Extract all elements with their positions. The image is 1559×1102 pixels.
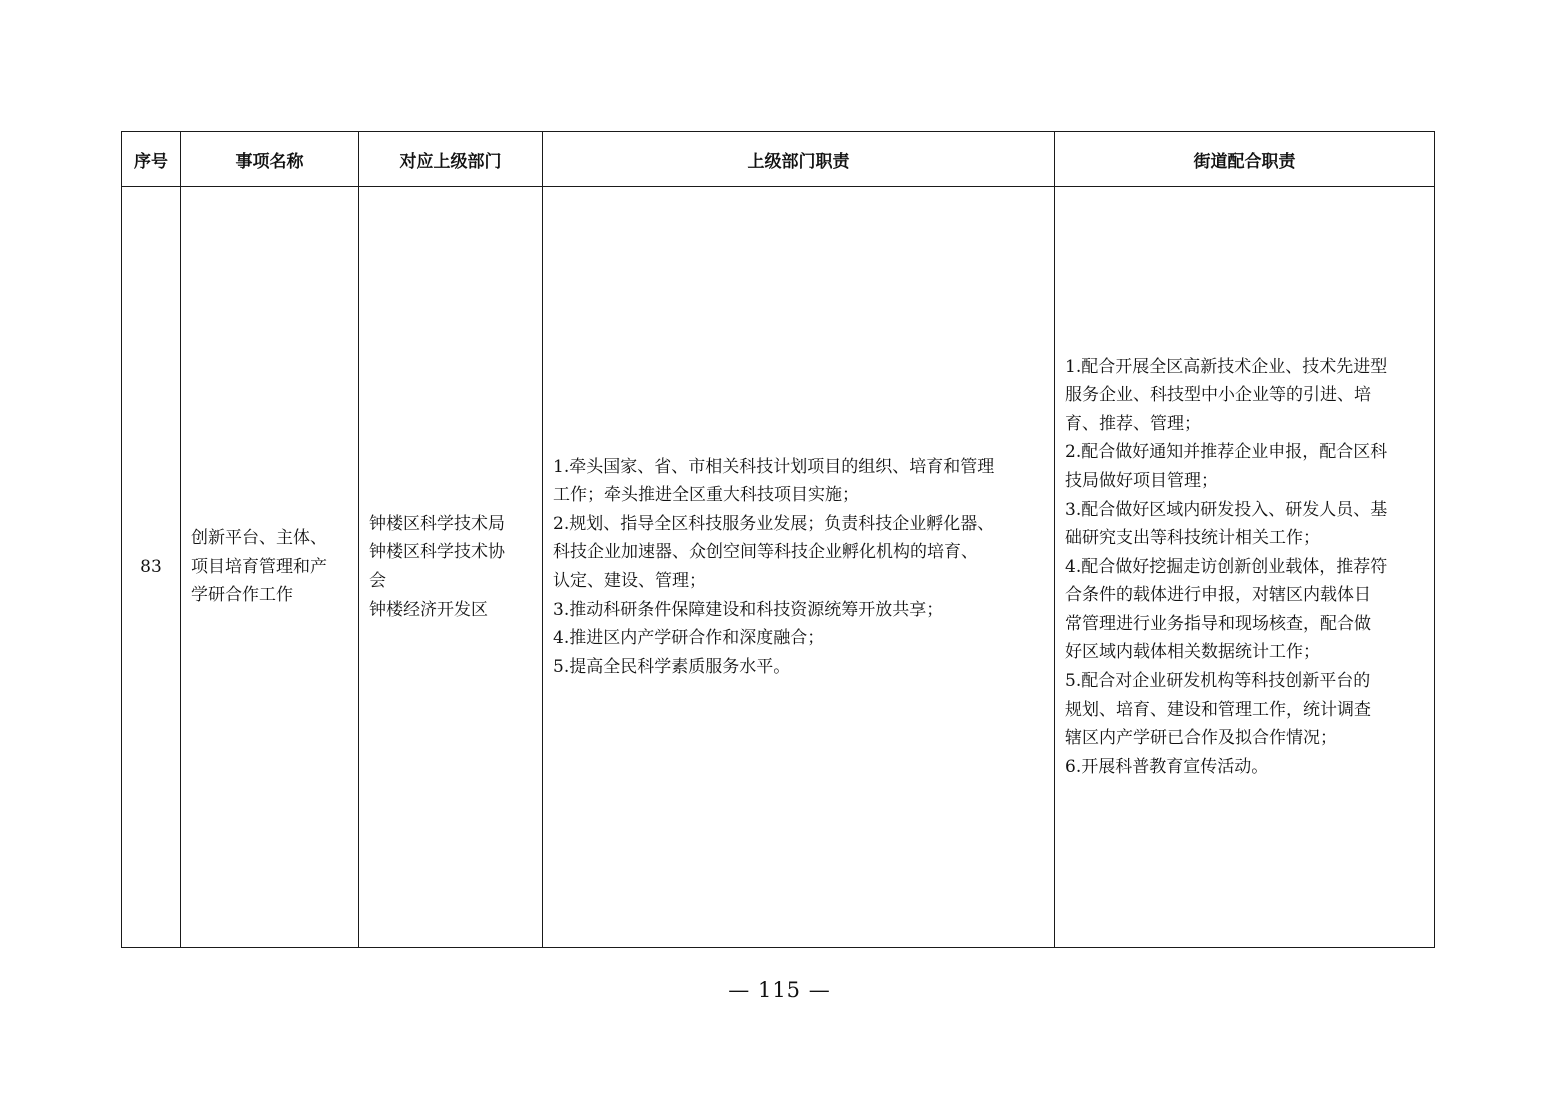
text-line: 规划、培育、建设和管理工作，统计调查 (1065, 699, 1371, 720)
duties-table (121, 131, 1435, 948)
text-line: 创新平台、主体、 (191, 528, 327, 549)
header-item-name: 事项名称 (181, 132, 359, 187)
text-line: 钟楼区科学技术协 (369, 542, 505, 563)
text-line: 6.开展科普教育宣传活动。 (1065, 756, 1269, 777)
text-line: 工作；牵头推进全区重大科技项目实施； (553, 485, 859, 506)
text-line: 认定、建设、管理； (553, 571, 706, 591)
text-line: 技局做好项目管理； (1065, 470, 1218, 491)
table-row (122, 187, 1435, 948)
text-line: 科技企业加速器、众创空间等科技企业孵化机构的培育、 (553, 542, 978, 563)
cell-seq: 83 (122, 187, 181, 948)
text-line: 合条件的载体进行申报，对辖区内载体日 (1065, 585, 1371, 606)
text-line: 钟楼经济开发区 (369, 599, 488, 620)
text-line: 1.牵头国家、省、市相关科技计划项目的组织、培育和管理 (553, 456, 995, 477)
text-line: 3.配合做好区域内研发投入、研发人员、基 (1065, 499, 1388, 520)
text-line: 2.规划、指导全区科技服务业发展；负责科技企业孵化器、 (553, 513, 995, 534)
page-number: — 115 — (728, 978, 831, 1002)
text-line: 4.推进区内产学研合作和深度融合； (553, 628, 825, 649)
text-line: 项目培育管理和产 (191, 556, 327, 577)
text-line: 3.推动科研条件保障建设和科技资源统筹开放共享； (553, 599, 944, 620)
text-line: 2.配合做好通知并推荐企业申报，配合区科 (1065, 442, 1388, 463)
text-line: 础研究支出等科技统计相关工作； (1065, 528, 1320, 549)
text-line: 5.提高全民科学素质服务水平。 (553, 656, 791, 677)
cell-superior-duties (543, 187, 1055, 948)
header-street-duties: 街道配合职责 (1055, 132, 1435, 187)
header-seq: 序号 (122, 132, 181, 187)
cell-superior-dept (359, 187, 543, 948)
cell-street-duties (1055, 187, 1435, 948)
text-line: 会 (369, 571, 386, 591)
text-line: 5.配合对企业研发机构等科技创新平台的 (1065, 671, 1371, 692)
text-line: 4.配合做好挖掘走访创新创业载体，推荐符 (1065, 556, 1388, 577)
header-superior-dept: 对应上级部门 (359, 132, 543, 187)
cell-item-name (181, 187, 359, 948)
text-line: 育、推荐、管理； (1065, 413, 1201, 434)
table-header-row (122, 132, 1435, 187)
header-superior-duties: 上级部门职责 (543, 132, 1055, 187)
text-line: 1.配合开展全区高新技术企业、技术先进型 (1065, 356, 1388, 377)
text-line: 常管理进行业务指导和现场核查，配合做 (1065, 613, 1371, 634)
text-line: 服务企业、科技型中小企业等的引进、培 (1065, 385, 1371, 406)
text-line: 辖区内产学研已合作及拟合作情况； (1065, 728, 1337, 749)
text-line: 好区域内载体相关数据统计工作； (1065, 642, 1320, 663)
text-line: 钟楼区科学技术局 (369, 513, 505, 534)
text-line: 学研合作工作 (191, 585, 293, 606)
